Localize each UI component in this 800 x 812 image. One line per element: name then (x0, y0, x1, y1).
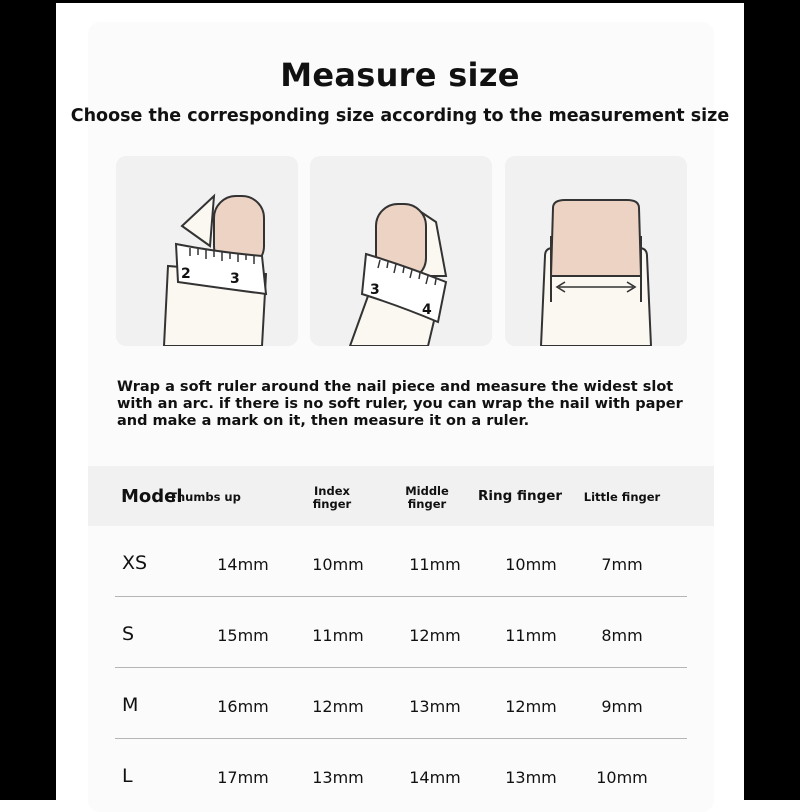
size-label: XS (122, 552, 148, 574)
ruler-number: 3 (370, 282, 380, 298)
size-value: 12mm (409, 626, 461, 645)
header-ring-finger: Ring finger (477, 488, 563, 504)
size-value: 9mm (601, 697, 643, 716)
size-value: 12mm (312, 697, 364, 716)
header-index-line: Index (314, 484, 350, 498)
illustration-thumb-ruler (116, 156, 298, 346)
table-row (88, 739, 714, 810)
size-value: 13mm (312, 768, 364, 787)
size-label: M (122, 694, 139, 716)
instruction-line: Wrap a soft ruler around the nail piece and measure the widest slot (117, 379, 674, 395)
size-value: 8mm (601, 626, 643, 645)
header-little-finger: Little finger (583, 490, 661, 504)
finger-ruler-icon (310, 156, 492, 346)
size-value: 13mm (409, 697, 461, 716)
size-value: 11mm (312, 626, 364, 645)
size-value: 11mm (505, 626, 557, 645)
size-value: 7mm (601, 555, 643, 574)
size-value: 14mm (217, 555, 269, 574)
size-value: 15mm (217, 626, 269, 645)
table-row (88, 526, 714, 597)
size-value: 10mm (596, 768, 648, 787)
illustration-nail-width (505, 156, 687, 346)
nail-width-arrow-icon (505, 156, 687, 346)
size-label: S (122, 623, 135, 645)
instruction-line: and make a mark on it, then measure it on a ruler. (117, 413, 530, 429)
header-index-line: finger (312, 497, 352, 511)
ruler-number: 3 (230, 271, 240, 287)
table-row (88, 668, 714, 739)
size-value: 12mm (505, 697, 557, 716)
size-label: L (122, 765, 133, 787)
header-middle-finger (397, 485, 457, 511)
ruler-number: 2 (181, 266, 191, 282)
header-model: Model (121, 486, 183, 507)
size-value: 17mm (217, 768, 269, 787)
size-value: 16mm (217, 697, 269, 716)
size-value: 13mm (505, 768, 557, 787)
page-title: Measure size (280, 56, 520, 94)
size-value: 10mm (505, 555, 557, 574)
table-row (88, 597, 714, 668)
size-table-header (88, 466, 714, 526)
ruler-number: 4 (422, 302, 432, 318)
size-value: 14mm (409, 768, 461, 787)
instruction-line: with an arc. if there is no soft ruler, you can wrap the nail with paper (117, 396, 683, 412)
size-value: 11mm (409, 555, 461, 574)
illustration-finger-ruler (310, 156, 492, 346)
header-middle-line: finger (407, 497, 447, 511)
header-index-finger (302, 485, 362, 511)
header-middle-line: Middle (405, 484, 449, 498)
header-thumbs-up: Thumbs up (169, 490, 241, 504)
thumb-ruler-icon (116, 156, 298, 346)
measurement-instructions (117, 379, 717, 430)
size-value: 10mm (312, 555, 364, 574)
size-table (88, 466, 714, 810)
page-subtitle: Choose the corresponding size according to the measurement size (70, 106, 730, 126)
